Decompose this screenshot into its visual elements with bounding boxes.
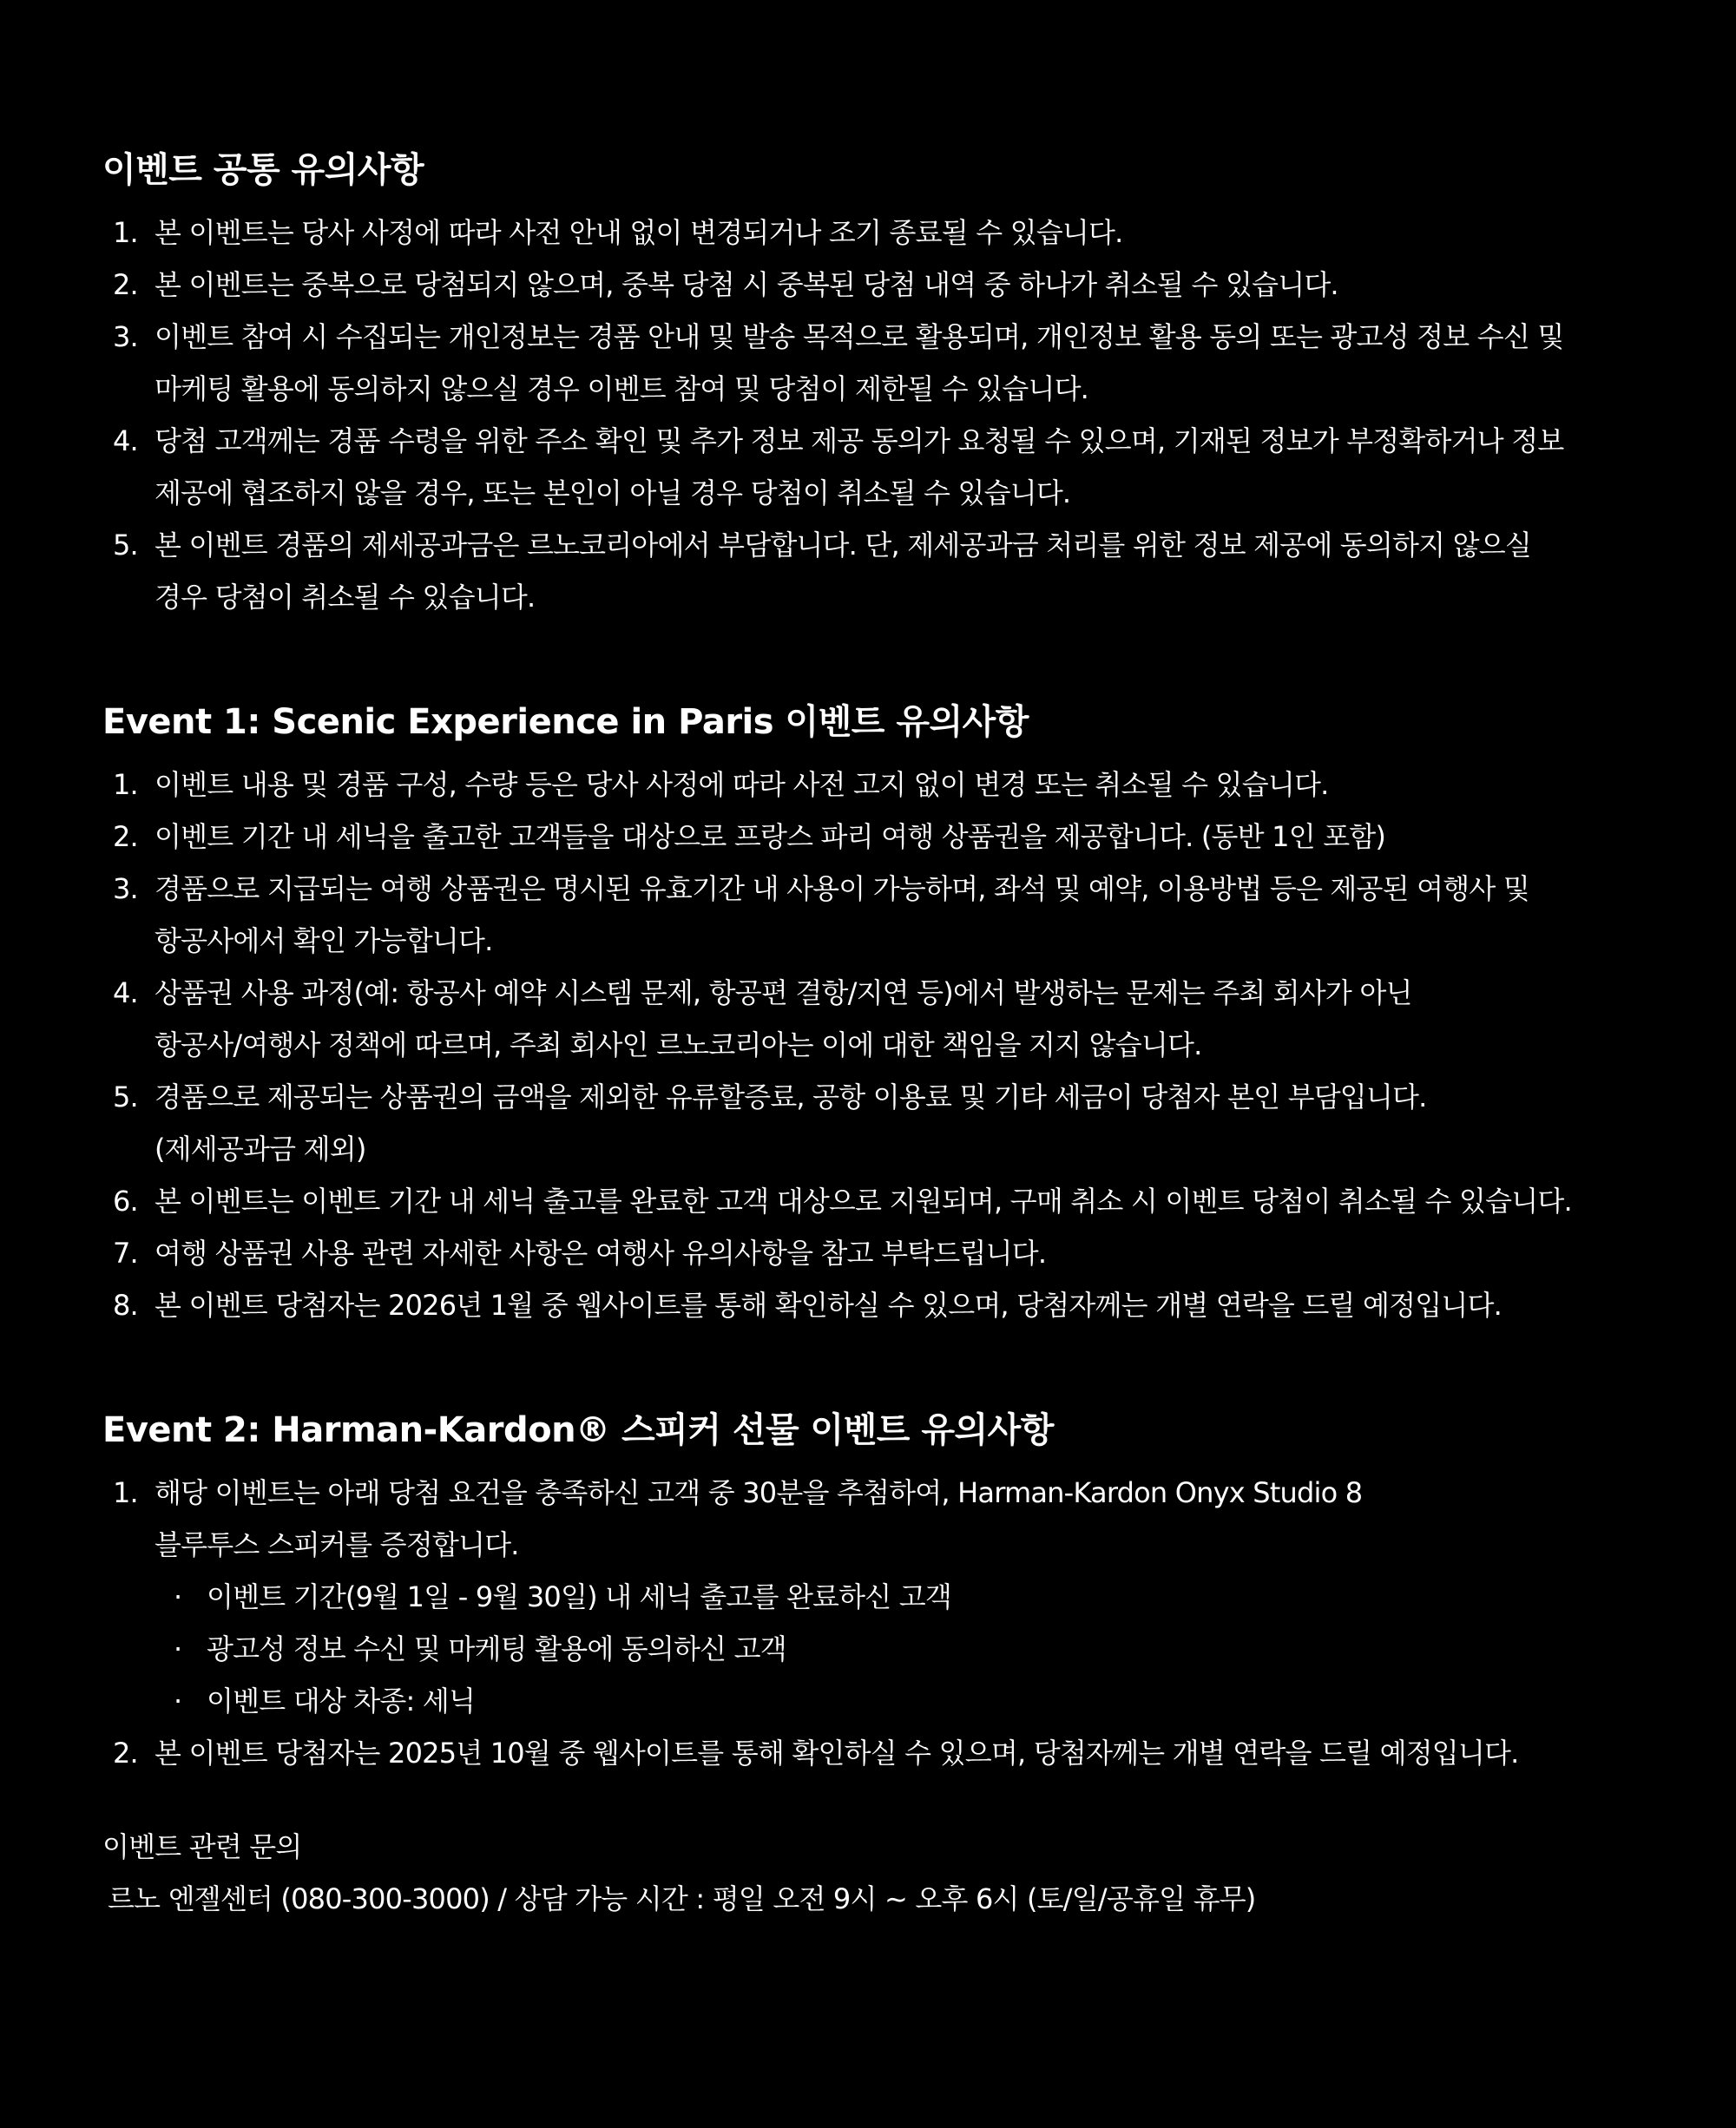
list-item bbox=[102, 863, 1684, 967]
item-text: 경품으로 제공되는 상품권의 금액을 제외한 유류할증료, 공항 이용료 및 기타 세금이 당첨자 본인 부담입니다. bbox=[155, 1080, 1427, 1113]
item-number: 3. bbox=[113, 320, 138, 353]
item-number: 8. bbox=[113, 1289, 138, 1322]
item-text: 본 이벤트는 이벤트 기간 내 세닉 출고를 완료한 고객 대상으로 지원되며, 구매 취소 시 이벤트 당첨이 취소될 수 있습니다. bbox=[155, 1185, 1572, 1218]
event2-notice-title: Event 2: Harman-Kardon® 스피커 선물 이벤트 유의사항 bbox=[102, 1410, 1054, 1450]
item-number: 5. bbox=[113, 529, 138, 562]
item-text: 경품으로 지급되는 여행 상품권은 명시된 유효기간 내 사용이 가능하며, 좌석 및 예약, 이용방법 등은 제공된 여행사 및 bbox=[155, 872, 1529, 905]
item-number: 4. bbox=[113, 976, 138, 1009]
list-item bbox=[102, 1727, 1684, 1779]
item-text: 해당 이벤트는 아래 당첨 요건을 충족하신 고객 중 30분을 추첨하여, Harman-Kardon Onyx Studio 8 bbox=[155, 1476, 1363, 1509]
item-number: 2. bbox=[113, 820, 138, 853]
item-text: 본 이벤트는 당사 사정에 따라 사전 안내 없이 변경되거나 조기 종료될 수 있습니다. bbox=[155, 216, 1123, 249]
item-number: 4. bbox=[113, 424, 138, 457]
item-number: 6. bbox=[113, 1185, 138, 1218]
item-text: 본 이벤트는 중복으로 당첨되지 않으며, 중복 당첨 시 중복된 당첨 내역 중 하나가 취소될 수 있습니다. bbox=[155, 268, 1338, 301]
list-item bbox=[102, 1071, 1684, 1175]
item-text: (제세공과금 제외) bbox=[155, 1133, 366, 1166]
item-text: 제공에 협조하지 않을 경우, 또는 본인이 아닐 경우 당첨이 취소될 수 있습니다. bbox=[155, 476, 1071, 509]
list-item bbox=[102, 1467, 1684, 1727]
common-notice-section bbox=[102, 144, 1684, 623]
list-item bbox=[102, 415, 1684, 519]
item-text: 항공사/여행사 정책에 따르며, 주최 회사인 르노코리아는 이에 대한 책임을 지지 않습니다. bbox=[155, 1028, 1202, 1061]
bullet-dot-icon: · bbox=[174, 1632, 182, 1665]
item-text: 블루투스 스피커를 증정합니다. bbox=[155, 1528, 519, 1561]
list-item bbox=[102, 759, 1684, 811]
item-number: 1. bbox=[113, 1476, 138, 1509]
item-text: 경우 당첨이 취소될 수 있습니다. bbox=[155, 581, 536, 614]
condition-text: 광고성 정보 수신 및 마케팅 활용에 동의하신 고객 bbox=[207, 1632, 786, 1665]
list-item bbox=[102, 1175, 1684, 1227]
event2-notice-section bbox=[102, 1404, 1684, 1779]
common-notice-list bbox=[102, 207, 1684, 623]
item-text: 당첨 고객께는 경품 수령을 위한 주소 확인 및 추가 정보 제공 동의가 요청될 수 있으며, 기재된 정보가 부정확하거나 정보 bbox=[155, 424, 1564, 457]
contact-heading: 이벤트 관련 문의 bbox=[102, 1830, 302, 1863]
item-number: 5. bbox=[113, 1080, 138, 1113]
list-item bbox=[102, 811, 1684, 863]
item-text: 마케팅 활용에 동의하지 않으실 경우 이벤트 참여 및 당첨이 제한될 수 있습니다. bbox=[155, 372, 1089, 405]
bullet-dot-icon: · bbox=[174, 1580, 182, 1613]
item-number: 1. bbox=[113, 216, 138, 249]
list-item bbox=[102, 311, 1684, 415]
condition-item bbox=[155, 1675, 1684, 1727]
item-number: 7. bbox=[113, 1237, 138, 1270]
item-text: 여행 상품권 사용 관련 자세한 사항은 여행사 유의사항을 참고 부탁드립니다. bbox=[155, 1237, 1047, 1270]
event2-notice-list bbox=[102, 1467, 1684, 1779]
item-number: 2. bbox=[113, 1737, 138, 1770]
contact-detail: 르노 엔젤센터 (080-300-3000) / 상담 가능 시간 : 평일 오전 9시 ~ 오후 6시 (토/일/공휴일 휴무) bbox=[108, 1882, 1256, 1915]
eligibility-conditions-list bbox=[155, 1571, 1684, 1727]
item-text: 본 이벤트 당첨자는 2026년 1월 중 웹사이트를 통해 확인하실 수 있으며, 당첨자께는 개별 연락을 드릴 예정입니다. bbox=[155, 1289, 1502, 1322]
item-number: 3. bbox=[113, 872, 138, 905]
condition-text: 이벤트 대상 차종: 세닉 bbox=[207, 1685, 476, 1718]
item-text: 상품권 사용 과정(예: 항공사 예약 시스템 문제, 항공편 결항/지연 등)에서 발생하는 문제는 주최 회사가 아닌 bbox=[155, 976, 1412, 1009]
item-text: 이벤트 참여 시 수집되는 개인정보는 경품 안내 및 발송 목적으로 활용되며, 개인정보 활용 동의 또는 광고성 정보 수신 및 bbox=[155, 320, 1564, 353]
event1-notice-title: Event 1: Scenic Experience in Paris 이벤트 유의사항 bbox=[102, 702, 1029, 742]
list-item bbox=[102, 1279, 1684, 1331]
condition-item bbox=[155, 1571, 1684, 1623]
item-text: 본 이벤트 경품의 제세공과금은 르노코리아에서 부담합니다. 단, 제세공과금 처리를 위한 정보 제공에 동의하지 않으실 bbox=[155, 529, 1531, 562]
bullet-dot-icon: · bbox=[174, 1685, 182, 1718]
item-text: 본 이벤트 당첨자는 2025년 10월 중 웹사이트를 통해 확인하실 수 있으며, 당첨자께는 개별 연락을 드릴 예정입니다. bbox=[155, 1737, 1519, 1770]
list-item bbox=[102, 207, 1684, 259]
condition-item bbox=[155, 1623, 1684, 1675]
event1-notice-list bbox=[102, 759, 1684, 1331]
condition-text: 이벤트 기간(9월 1일 - 9월 30일) 내 세닉 출고를 완료하신 고객 bbox=[207, 1580, 951, 1613]
event1-notice-section bbox=[102, 696, 1684, 1331]
list-item bbox=[102, 967, 1684, 1071]
list-item bbox=[102, 519, 1684, 623]
contact-info bbox=[102, 1821, 1684, 1925]
list-item bbox=[102, 259, 1684, 311]
item-text: 항공사에서 확인 가능합니다. bbox=[155, 924, 493, 957]
common-notice-title: 이벤트 공통 유의사항 bbox=[102, 150, 424, 190]
list-item bbox=[102, 1227, 1684, 1279]
item-number: 1. bbox=[113, 768, 138, 801]
item-text: 이벤트 내용 및 경품 구성, 수량 등은 당사 사정에 따라 사전 고지 없이 변경 또는 취소될 수 있습니다. bbox=[155, 768, 1329, 801]
item-number: 2. bbox=[113, 268, 138, 301]
item-text: 이벤트 기간 내 세닉을 출고한 고객들을 대상으로 프랑스 파리 여행 상품권을 제공합니다. (동반 1인 포함) bbox=[155, 820, 1386, 853]
